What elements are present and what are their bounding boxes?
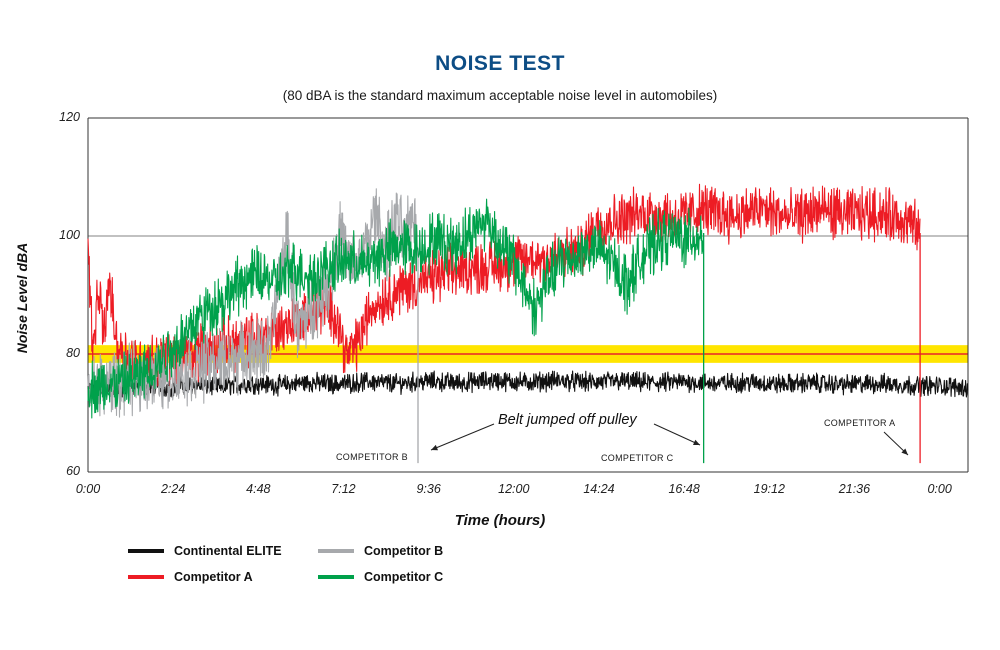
legend-swatch-icon bbox=[128, 549, 164, 553]
legend-swatch-icon bbox=[318, 549, 354, 553]
legend-label: Competitor B bbox=[364, 544, 444, 558]
legend-label: Continental ELITE bbox=[174, 544, 282, 558]
legend-row bbox=[128, 538, 588, 564]
annotation-competitor-b: COMPETITOR B bbox=[336, 452, 408, 462]
annotation-belt-jumped: Belt jumped off pulley bbox=[498, 412, 637, 428]
chart-subtitle: (80 dBA is the standard maximum acceptable noise level in automobiles) bbox=[282, 88, 718, 103]
x-tick-label: 2:24 bbox=[160, 482, 186, 496]
annotation-arrow bbox=[431, 424, 494, 450]
x-tick-label: 12:00 bbox=[498, 482, 530, 496]
legend-row bbox=[128, 564, 588, 590]
y-axis-label: Noise Level dBA bbox=[14, 242, 30, 354]
x-tick-label: 21:36 bbox=[838, 482, 871, 496]
x-tick-label: 19:12 bbox=[753, 482, 785, 496]
y-tick-label: 100 bbox=[59, 228, 80, 242]
legend-item-continental-elite bbox=[128, 544, 318, 558]
x-tick-label: 7:12 bbox=[331, 482, 356, 496]
legend-item-competitor-c bbox=[318, 570, 508, 584]
y-tick-label: 120 bbox=[59, 110, 80, 124]
y-tick-label: 60 bbox=[66, 464, 80, 478]
legend-swatch-icon bbox=[128, 575, 164, 579]
x-tick-label: 16:48 bbox=[668, 482, 700, 496]
x-tick-label: 9:36 bbox=[416, 482, 441, 496]
chart-legend bbox=[128, 538, 588, 590]
legend-item-competitor-b bbox=[318, 544, 508, 558]
chart-title: NOISE TEST bbox=[435, 52, 565, 75]
legend-item-competitor-a bbox=[128, 570, 318, 584]
y-tick-label: 80 bbox=[66, 346, 80, 360]
x-tick-label: 14:24 bbox=[583, 482, 615, 496]
legend-label: Competitor A bbox=[174, 570, 253, 584]
legend-label: Competitor C bbox=[364, 570, 444, 584]
x-tick-label: 0:00 bbox=[927, 482, 952, 496]
x-tick-label: 0:00 bbox=[75, 482, 101, 496]
legend-swatch-icon bbox=[318, 575, 354, 579]
x-axis-label: Time (hours) bbox=[454, 512, 546, 529]
annotation-competitor-a: COMPETITOR A bbox=[824, 418, 896, 428]
annotation-competitor-c: COMPETITOR C bbox=[601, 453, 674, 463]
annotation-arrow bbox=[654, 424, 700, 445]
x-tick-label: 4:48 bbox=[246, 482, 271, 496]
